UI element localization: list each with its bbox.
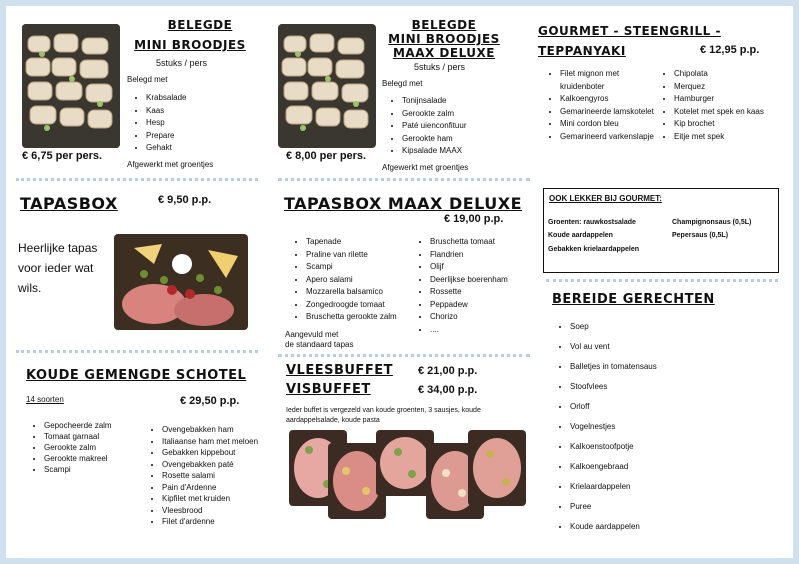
list-item: • Krielaardappelen xyxy=(570,477,657,497)
ook-lekker-right-0: Champignonsaus (0,5L) xyxy=(672,219,752,226)
list-item: • Vol au vent xyxy=(570,337,657,357)
list-item: • Gerookte zalm xyxy=(44,442,112,453)
list-item: • Scampi xyxy=(306,261,397,274)
list-item: • Orloff xyxy=(570,397,657,417)
maax-broodjes-photo xyxy=(278,24,376,148)
separator xyxy=(278,178,530,181)
separator xyxy=(546,279,778,282)
tapasbox-title: TAPASBOX xyxy=(20,194,118,213)
list-item: • Tapenade xyxy=(306,236,397,249)
ook-lekker-left-0: Groenten: rauwkostsalade xyxy=(548,219,636,226)
list-item: • Peppadew xyxy=(430,299,508,312)
belegde-title-2: MINI BROODJES xyxy=(134,38,246,52)
list-item: • Bruschetta gerookte zalm xyxy=(306,311,397,324)
list-item: • Flandrien xyxy=(430,249,508,262)
koude-price: € 29,50 p.p. xyxy=(180,395,240,407)
list-item: • Hamburger xyxy=(674,93,782,106)
list-item: • Filet d'ardenne xyxy=(162,516,258,528)
list-item: • Kip brochet xyxy=(674,118,782,131)
list-item: • Stoofvlees xyxy=(570,377,657,397)
list-item: • Kalkoengebraad xyxy=(570,457,657,477)
list-item: • Bruschetta tomaat xyxy=(430,236,508,249)
list-item: • .... xyxy=(430,324,508,337)
list-item: • Gerookte zalm xyxy=(402,108,467,121)
maax-footer: Afgewerkt met groentjes xyxy=(382,163,469,172)
menu-page xyxy=(6,6,793,558)
list-item: • Pain d'Ardenne xyxy=(162,482,258,494)
list-item: • Mozzarella balsamico xyxy=(306,286,397,299)
list-item: • Rossette xyxy=(430,286,508,299)
list-item: • Kalkoenstoofpotje xyxy=(570,437,657,457)
belegde-intro: Belegd met xyxy=(127,75,168,84)
ook-lekker-title: OOK LEKKER BIJ GOURMET: xyxy=(549,194,662,203)
list-item: • Koude aardappelen xyxy=(570,517,657,537)
list-item: • Gerookte ham xyxy=(402,133,467,146)
maax-count: 5stuks / pers xyxy=(414,62,466,72)
tapas-maax-footer-2: de standaard tapas xyxy=(285,340,354,349)
list-item: • Gebakken kippebout xyxy=(162,447,258,459)
vleesbuffet-title: VLEESBUFFET xyxy=(286,363,393,378)
list-item: • Ovengebakken ham xyxy=(162,424,258,436)
buffet-photo-5 xyxy=(468,430,526,506)
maax-title-1: BELEGDE xyxy=(411,18,477,32)
list-item: • Scampi xyxy=(44,464,112,475)
maax-price: € 8,00 per pers. xyxy=(286,150,367,162)
list-item: • Gemarineerde lamskotelet xyxy=(560,106,660,119)
separator xyxy=(278,354,530,357)
tapas-maax-price: € 19,00 p.p. xyxy=(444,213,504,225)
list-item: • Chipolata xyxy=(674,68,782,81)
list-item: • Tonijnsalade xyxy=(402,95,467,108)
list-item: • Tomaat garnaal xyxy=(44,431,112,442)
tapasbox-desc: Heerlijke tapas voor ieder wat wils. xyxy=(18,241,98,295)
list-item: • Ovengebakken paté xyxy=(162,459,258,471)
list-item: • Kipsalade MAAX xyxy=(402,145,467,158)
belegde-list xyxy=(130,92,186,155)
list-item: • Praline van rilette xyxy=(306,249,397,262)
gourmet-title-2: TEPPANYAKI xyxy=(538,44,626,58)
ook-lekker-box xyxy=(543,188,779,273)
list-item: • Zongedroogde tomaat xyxy=(306,299,397,312)
visbuffet-title: VISBUFFET xyxy=(286,382,371,397)
bereide-list xyxy=(554,317,657,537)
tapas-maax-list-right xyxy=(414,236,508,336)
list-item: • Vleesbrood xyxy=(162,505,258,517)
koude-list-right xyxy=(146,424,258,528)
list-item: • Puree xyxy=(570,497,657,517)
gourmet-price: € 12,95 p.p. xyxy=(700,44,760,56)
koude-title: KOUDE GEMENGDE SCHOTEL xyxy=(26,368,247,383)
gourmet-list-left xyxy=(544,68,660,143)
maax-title-2: MINI BROODJES xyxy=(388,32,500,46)
list-item: • Filet mignon met kruidenboter xyxy=(560,68,660,93)
list-item: • Gerookte makreel xyxy=(44,453,112,464)
list-item: • Krabsalade xyxy=(146,92,186,105)
ook-lekker-right-1: Pepersaus (0,5L) xyxy=(672,232,729,239)
belegde-footer: Afgewerkt met groentjes xyxy=(127,160,214,169)
maax-list xyxy=(386,95,467,158)
list-item: • Olijf xyxy=(430,261,508,274)
list-item: • Kaas xyxy=(146,105,186,118)
list-item: • Kalkoengyros xyxy=(560,93,660,106)
list-item: • Paté uienconfituur xyxy=(402,120,467,133)
tapas-maax-list-left xyxy=(290,236,397,324)
list-item: • Chorizo xyxy=(430,311,508,324)
list-item: • Hesp xyxy=(146,117,186,130)
separator xyxy=(16,178,258,181)
tapasbox-photo xyxy=(114,234,248,330)
mini-broodjes-photo xyxy=(22,24,120,148)
belegde-title-1: BELEGDE xyxy=(167,18,233,32)
koude-list-left xyxy=(28,420,112,475)
koude-sorts: 14 soorten xyxy=(26,395,64,404)
tapas-maax-title: TAPASBOX MAAX DELUXE xyxy=(284,194,523,213)
list-item: • Kipfilet met kruiden xyxy=(162,493,258,505)
list-item: • Balletjes in tomatensaus xyxy=(570,357,657,377)
list-item: • Mini cordon bleu xyxy=(560,118,660,131)
gourmet-list-right xyxy=(658,68,782,143)
list-item: • Kotelet met spek en kaas xyxy=(674,106,782,119)
list-item: • Eitje met spek xyxy=(674,131,782,144)
buffet-note: Ieder buffet is vergezeld van koude groenten, 3 sausjes, koude aardappelsalade, koude pasta xyxy=(286,407,481,424)
list-item: • Deerlijkse boerenham xyxy=(430,274,508,287)
visbuffet-price: € 34,00 p.p. xyxy=(418,384,478,396)
list-item: • Merquez xyxy=(674,81,782,94)
ook-lekker-left-2: Gebakken krielaardappelen xyxy=(548,246,640,253)
tapasbox-price: € 9,50 p.p. xyxy=(158,194,212,206)
list-item: • Prepare xyxy=(146,130,186,143)
list-item: • Rosette salami xyxy=(162,470,258,482)
maax-title-3: MAAX DELUXE xyxy=(392,46,495,60)
belegde-count: 5stuks / pers xyxy=(156,58,208,68)
list-item: • Soep xyxy=(570,317,657,337)
list-item: • Vogelnestjes xyxy=(570,417,657,437)
separator xyxy=(16,350,258,353)
ook-lekker-left-1: Koude aardappelen xyxy=(548,232,613,239)
list-item: • Gemarineerd varkenslapje xyxy=(560,131,660,144)
belegde-price: € 6,75 per pers. xyxy=(22,150,103,162)
tapas-maax-footer-1: Aangevuld met xyxy=(285,330,339,339)
list-item: • Apero salami xyxy=(306,274,397,287)
maax-intro: Belegd met xyxy=(382,79,423,88)
bereide-title: BEREIDE GERECHTEN xyxy=(552,292,715,307)
list-item: • Gehakt xyxy=(146,142,186,155)
gourmet-title-1: GOURMET - STEENGRILL - xyxy=(538,24,721,38)
list-item: • Gepocheerde zalm xyxy=(44,420,112,431)
list-item: • Italiaanse ham met meloen xyxy=(162,436,258,448)
vleesbuffet-price: € 21,00 p.p. xyxy=(418,365,478,377)
